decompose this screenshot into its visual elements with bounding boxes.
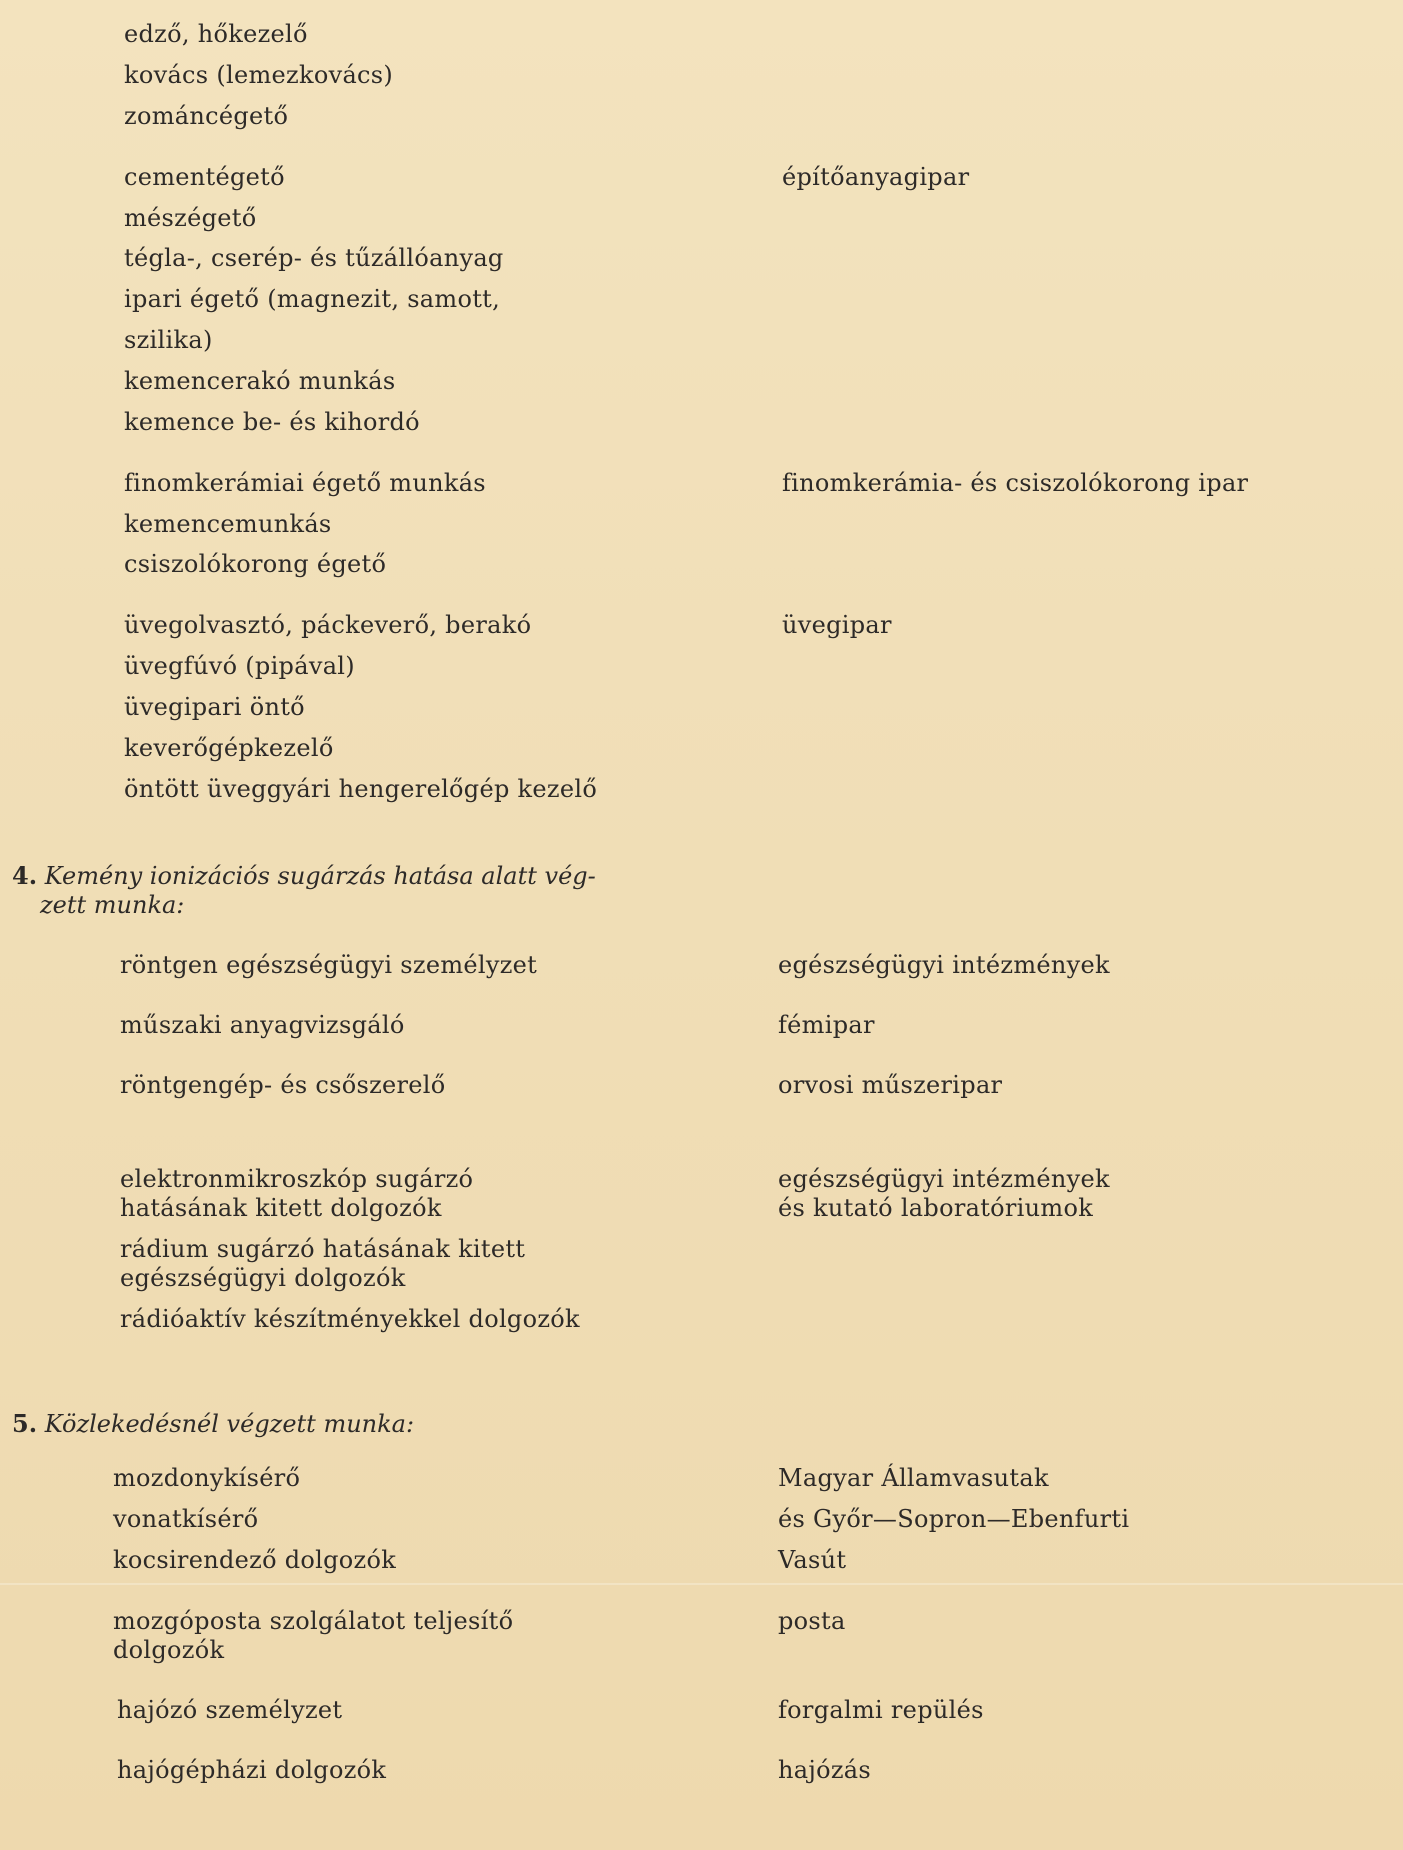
occupation-line: finomkerámiai égető munkás	[124, 469, 486, 497]
occupation-line: elektronmikroszkóp sugárzó	[120, 1165, 474, 1193]
occupation-line: üvegolvasztó, páckeverő, berakó	[124, 611, 532, 639]
section-number: 5.	[12, 1409, 38, 1438]
occupation-line: egészségügyi dolgozók	[120, 1264, 406, 1292]
section-title: Közlekedésnél végzett munka:	[44, 1410, 415, 1438]
industry-line: fémipar	[778, 1011, 875, 1039]
occupation-line: öntött üveggyári hengerelőgép kezelő	[124, 775, 598, 803]
section-title: Kemény ionizációs sugárzás hatása alatt vég-	[44, 862, 596, 890]
industry-line: Magyar Államvasutak	[778, 1464, 1049, 1492]
section-heading	[40, 890, 184, 920]
occupation-line: kemencemunkás	[124, 510, 332, 538]
section-title: zett munka:	[40, 891, 185, 919]
industry-line: egészségügyi intézmények	[778, 1165, 1110, 1193]
occupation-line: csiszolókorong égető	[124, 550, 387, 578]
occupation-line: hajózó személyzet	[117, 1696, 343, 1724]
industry-line: finomkerámia- és csiszolókorong ipar	[782, 469, 1249, 497]
occupation-line: hajógépházi dolgozók	[117, 1756, 387, 1784]
page-fold-line	[0, 1583, 1403, 1585]
occupation-line: rádióaktív készítményekkel dolgozók	[120, 1305, 580, 1333]
occupation-line: edző, hőkezelő	[124, 20, 308, 48]
occupation-line: röntgengép- és csőszerelő	[120, 1071, 446, 1099]
occupation-line: kemence be- és kihordó	[124, 408, 420, 436]
occupation-line: műszaki anyagvizsgáló	[120, 1011, 405, 1039]
industry-line: és kutató laboratóriumok	[778, 1194, 1094, 1222]
section-number: 4.	[12, 861, 38, 890]
industry-line: hajózás	[778, 1756, 872, 1784]
occupation-line: dolgozók	[113, 1636, 225, 1664]
occupation-line: keverőgépkezelő	[124, 734, 334, 762]
section-heading	[12, 1409, 414, 1439]
occupation-line: üvegfúvó (pipával)	[124, 652, 355, 680]
industry-line: és Győr—Sopron—Ebenfurti	[778, 1505, 1130, 1533]
occupation-line: mozdonykísérő	[113, 1464, 301, 1492]
industry-line: Vasút	[778, 1546, 847, 1574]
occupation-line: röntgen egészségügyi személyzet	[120, 951, 538, 979]
occupation-line: üvegipari öntő	[124, 693, 305, 721]
occupation-line: cementégető	[124, 163, 285, 191]
occupation-line: mozgóposta szolgálatot teljesítő	[113, 1607, 514, 1635]
industry-line: posta	[778, 1607, 846, 1635]
occupation-line: szilika)	[124, 326, 213, 354]
industry-line: orvosi műszeripar	[778, 1071, 1003, 1099]
industry-line: forgalmi repülés	[778, 1696, 984, 1724]
section-heading	[12, 861, 596, 891]
occupation-line: kocsirendező dolgozók	[113, 1546, 397, 1574]
occupation-line: kovács (lemezkovács)	[124, 61, 394, 89]
occupation-line: zománcégető	[124, 102, 289, 130]
occupation-line: ipari égető (magnezit, samott,	[124, 285, 501, 313]
occupation-line: vonatkísérő	[113, 1505, 259, 1533]
occupation-line: mészégető	[124, 204, 257, 232]
industry-line: üvegipar	[782, 611, 892, 639]
occupation-line: hatásának kitett dolgozók	[120, 1194, 442, 1222]
occupation-line: rádium sugárzó hatásának kitett	[120, 1235, 526, 1263]
industry-line: egészségügyi intézmények	[778, 951, 1110, 979]
industry-line: építőanyagipar	[782, 163, 970, 191]
occupation-line: kemencerakó munkás	[124, 367, 396, 395]
occupation-line: tégla-, cserép- és tűzállóanyag	[124, 244, 504, 272]
